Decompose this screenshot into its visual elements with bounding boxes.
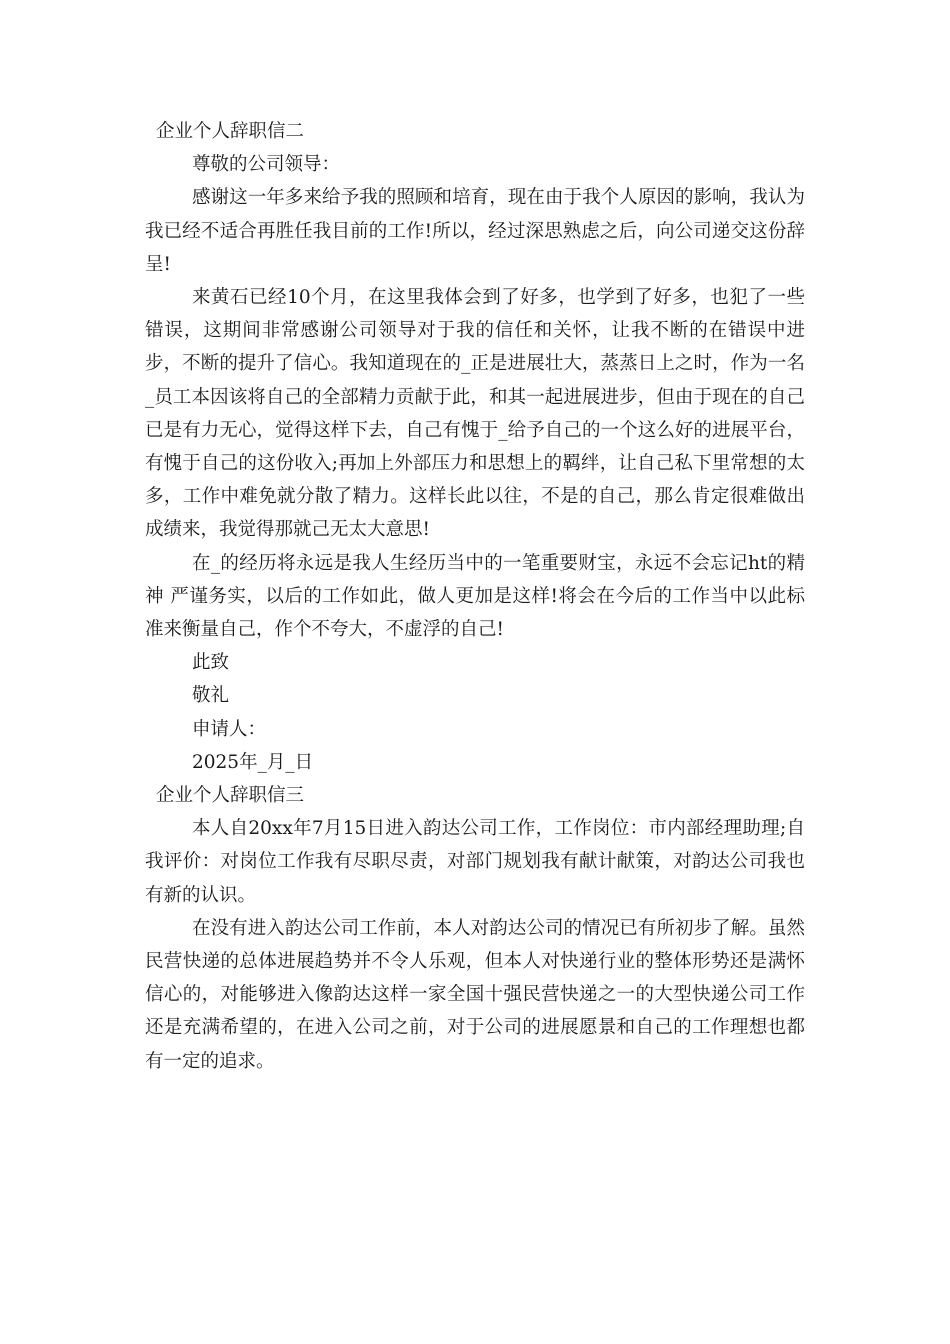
letter2-paragraph-2: 来黄石已经10个月，在这里我体会到了好多，也学到了好多，也犯了一些错误，这期间非常感谢公司领导对于我的信任和关怀，让我不断的在错误中进步，不断的提升了信心。我知道现在的_正是进展壮大，蒸蒸日上之时，作为一名_员工本因该将自己的全部精力贡献于此，和其一起进展进步，但由于现在的自己已是有力无心，觉得这样下去，自己有愧于_给予自己的一个这么好的进展平台，有愧于自己的这份收入;再加上外部压力和思想上的羁绊，让自己私下里常想的太多，工作中难免就分散了精力。这样长此以往，不是的自己，那么肯定很难做出成绩来，我觉得那就己无太大意思!: [145, 287, 805, 541]
letter2-paragraph-1: 感谢这一年多来给予我的照顾和培育，现在由于我个人原因的影响，我认为我已经不适合再胜任我目前的工作!所以，经过深思熟虑之后，向公司递交这份辞呈!: [145, 187, 806, 275]
letter2-closing: 此致: [192, 652, 230, 674]
letter2-paragraph-3: 在_的经历将永远是我人生经历当中的一笔重要财宝，永远不会忘记ht的精神 严谨务实，以后的工作如此，做人更加是这样!将会在今后的工作当中以此标准来衡量自己，作个不夸大，不虚浮的自己!: [145, 552, 805, 641]
letter2-salutation: 尊敬的公司领导：: [192, 154, 341, 176]
letter3-title: 企业个人辞职信三: [156, 785, 305, 807]
letter2-applicant: 申请人：: [192, 718, 267, 740]
letter3-paragraph-2: 在没有进入韵达公司工作前，本人对韵达公司的情况已有所初步了解。虽然民营快递的总体进展趋势并不令人乐观，但本人对快递行业的整体形势还是满怀信心的，对能够进入像韵达这样一家全国十强民营快递之一的大型快递公司工作还是充满希望的，在进入公司之前，对于公司的进展愿景和自己的工作理想也都有一定的追求。: [145, 917, 805, 1072]
letter3-paragraph-1: 本人自20xx年7月15日进入韵达公司工作，工作岗位：市内部经理助理;自我评价：对岗位工作我有尽职尽责，对部门规划我有献计献策，对韵达公司我也有新的认识。: [145, 818, 805, 906]
letter2-date: 2025年_月_日: [192, 751, 314, 773]
letter2-regards: 敬礼: [192, 685, 230, 707]
letter2-title: 企业个人辞职信二: [156, 121, 305, 142]
document-body: [145, 115, 805, 1078]
